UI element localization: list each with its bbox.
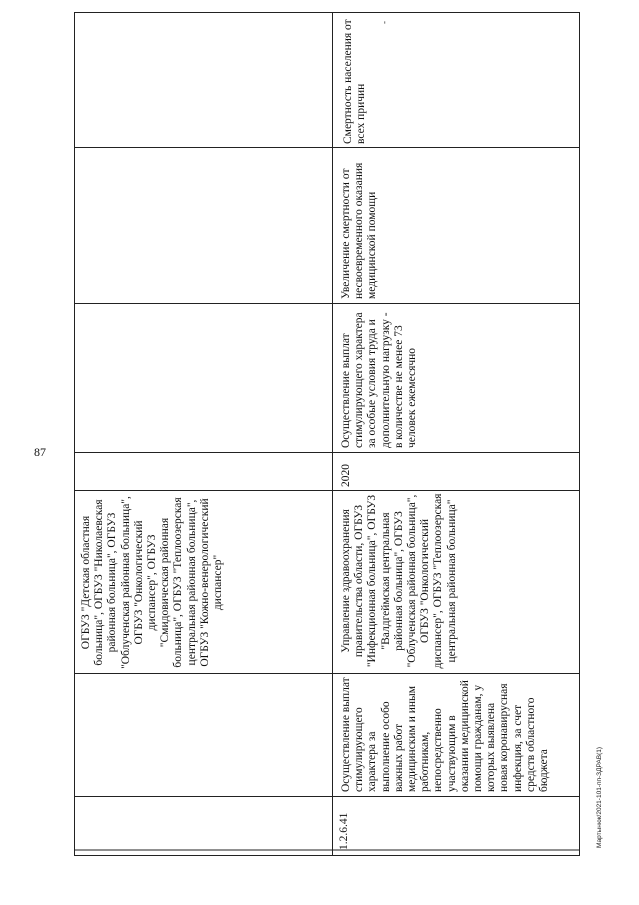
measure-cell: Осуществление выплат стимулирующего характера за выполнение особо важных работ медицинским и иным работникам, непосредственно участвующим в оказании медицинской помощи гражданам, у которых выявлена новая коронавирусная инфекция, за счет средств областного бюджета [340,677,551,792]
result-cell: Осуществление выплат стимулирующего характера за особые условия труда и дополнительную нагрузку - в количестве не менее 73 человек ежемесячно [340,312,419,448]
prev-responsible-cell: ОГБУЗ "Детская областная больница", ОГБУЗ "Николаевская районная больница", ОГБУЗ "Облученская районная больница", ОГБУЗ "Онкологический диспансер", ОГБУЗ "Смидовическая районная больница", ОГБУЗ "Теплоозерская центральная районная больница", ОГБУЗ "Кожно-венерологический диспансер" [80,496,225,669]
responsible-cell: Управление здравоохранения правительства области, ОГБУЗ "Инфекционная больница", ОГБУЗ "Валдгеймская центральная районная больница", ОГБУЗ "Облученская районная больница", ОГБУЗ "Онкологический диспансер", ОГБУЗ "Теплоозерская центральная районная больница" [340,493,458,669]
prev-indicator-cell: Смертность населения от всех причин [342,19,368,144]
page-number: 87 [34,445,46,459]
risk-cell: Увеличение смертности от несвоевременного оказания медицинской помощи [340,162,379,299]
row-number-cell: 1.2.6.41 [338,812,350,850]
year-cell: 2020 [340,464,352,487]
footer-doc-id: Мартынюк/2021-101-пп-ЗДРАВ(1) [596,746,603,848]
scan-mark: - [379,21,389,24]
